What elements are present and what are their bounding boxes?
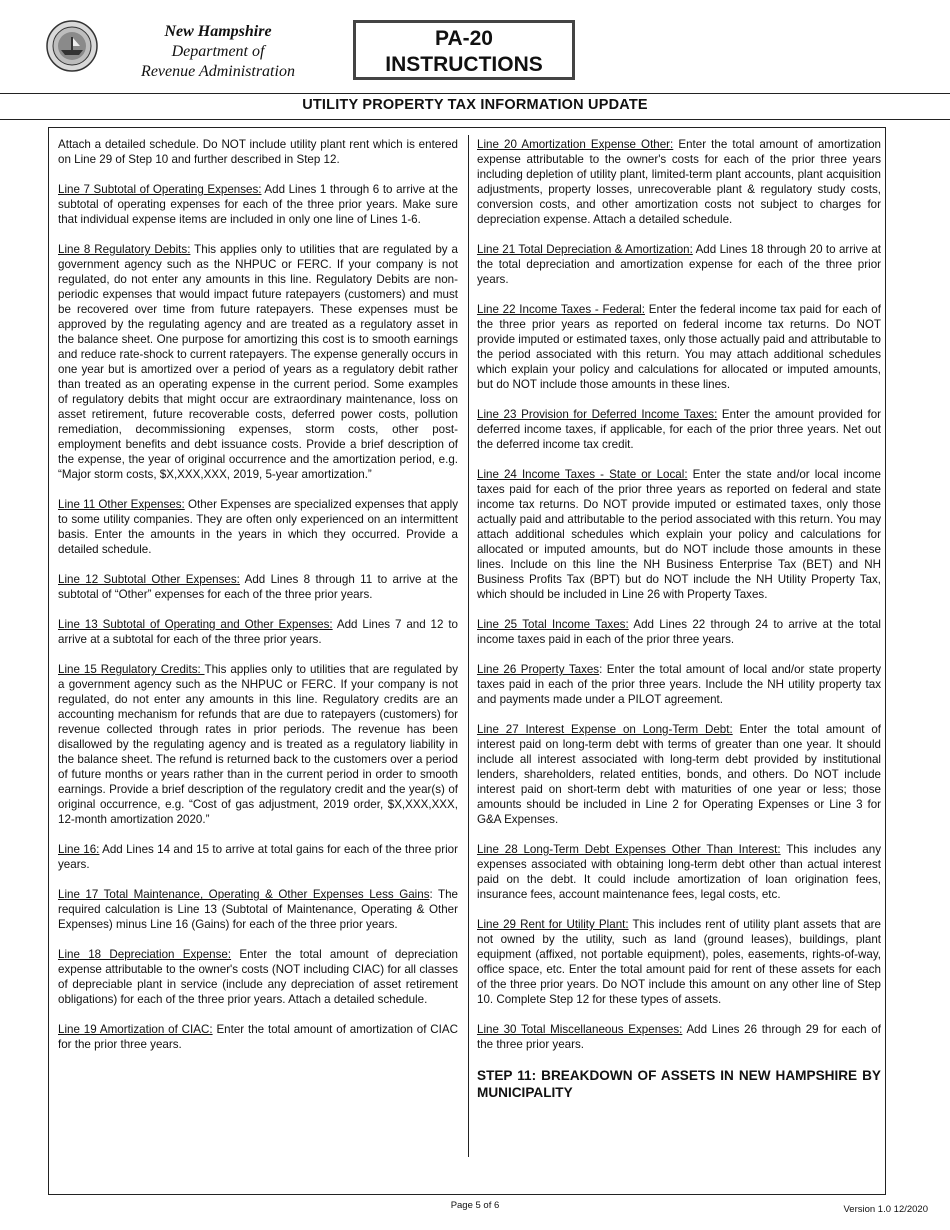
instruction-paragraph — [58, 1022, 458, 1052]
line-text: Add Lines 8 through 11 to arrive at the subtotal of “Other” expenses for each of the three prior years. — [58, 573, 458, 601]
line-heading: Line 21 Total Depreciation & Amortization: — [477, 243, 693, 256]
column-divider — [468, 135, 469, 1157]
state-seal-icon — [46, 20, 98, 72]
instruction-paragraph — [58, 617, 458, 647]
line-text: Add Lines 26 through 29 for each of the three prior years. — [477, 1023, 881, 1051]
line-text: Attach a detailed schedule. Do NOT include utility plant rent which is entered on Line 29 of Step 10 and further described in Step 12. — [58, 138, 458, 166]
instruction-paragraph — [477, 722, 881, 827]
line-text: Add Lines 18 through 20 to arrive at the total depreciation and amortization expense for each of the three prior years. — [477, 243, 881, 286]
instruction-paragraph — [477, 662, 881, 707]
right-column-paragraphs — [477, 137, 881, 1052]
instruction-paragraph — [58, 572, 458, 602]
instruction-paragraph — [477, 302, 881, 392]
line-heading: Line 15 Regulatory Credits: — [58, 663, 205, 676]
line-heading: Line 7 Subtotal of Operating Expenses: — [58, 183, 262, 196]
instruction-paragraph — [477, 1022, 881, 1052]
line-text: This includes any expenses associated with obtaining long-term debt other than actual interest paid on the debt. It could include amortization of loan origination fees, insurance fees, account maintenance fees, legal costs, etc. — [477, 843, 882, 901]
line-text: Enter the total amount of amortization expense attributable to the owner's costs for each of the prior three years including depletion of utility plant, limited-term plant accounts, plant acquisition adjustments, property losses, unrecoverable plant & regulatory study costs, conversion costs, and other amortization costs not subject to charges for depreciation expense. Attach a detailed schedule. — [477, 138, 881, 226]
agency-line-2: Department of — [171, 43, 265, 60]
line-heading: Line 18 Depreciation Expense: — [58, 948, 232, 961]
form-type: INSTRUCTIONS — [385, 53, 543, 76]
instruction-paragraph — [477, 242, 881, 287]
line-text: This includes rent of utility plant assets that are not owned by the utility, such as land (ground leases), buildings, plant equipment (affixed, not portable equipment), poles, easements, rights-of-way, office space, etc. Enter the total amount paid for rent of these assets for each of the three prior years. Do NOT include this amount on any other line of Step 10. Complete Step 12 for these types of assets. — [477, 918, 881, 1006]
line-text: Enter the state and/or local income taxes paid for each of the prior three years as reported on federal and state income tax returns. Do NOT provide imputed or estimated taxes, only those actually paid and attributable to the period associated with this return. You may attach additional schedules which explain your policy and calculations for allocated or imputed amounts, but do NOT include those amounts in these lines. Include on this line the NH Business Enterprise Tax (BET) and NH Business Profits Tax (BPT) but do NOT include the NH Utility Property Tax, which should be included in Line 26 with Property Taxes. — [477, 468, 881, 601]
instruction-paragraph — [477, 407, 881, 452]
line-text: Add Lines 22 through 24 to arrive at the total income taxes paid in each of the prior three years. — [477, 618, 881, 646]
instruction-paragraph — [477, 467, 881, 602]
line-text: Add Lines 7 and 12 to arrive at a subtotal for each of the three prior years. — [58, 618, 459, 646]
form-id-box — [353, 20, 575, 80]
instruction-paragraph — [477, 617, 881, 647]
line-heading: Line 17 Total Maintenance, Operating & Other Expenses Less Gains — [58, 888, 430, 901]
instruction-paragraph — [477, 842, 881, 902]
line-heading: Line 28 Long-Term Debt Expenses Other Than Interest: — [477, 843, 781, 856]
agency-name — [118, 22, 318, 82]
line-heading: Line 20 Amortization Expense Other: — [477, 138, 674, 151]
line-heading: Line 13 Subtotal of Operating and Other Expenses: — [58, 618, 333, 631]
line-text: : The required calculation is Line 13 (Subtotal of Maintenance, Operating & Other Expenses) minus Line 16 (Gains) for each of the three prior years. — [58, 888, 459, 931]
page-title: UTILITY PROPERTY TAX INFORMATION UPDATE — [302, 97, 648, 113]
line-heading: Line 8 Regulatory Debits: — [58, 243, 191, 256]
agency-line-1: New Hampshire — [164, 23, 272, 40]
line-heading: Line 29 Rent for Utility Plant: — [477, 918, 629, 931]
header-divider-top — [0, 93, 950, 94]
line-text: Enter the total amount of interest paid on long-term debt with terms of greater than one year. It should include all interest associated with long-term debt provided by institutional lenders, shareholders, related entities, bonds, and others. Do NOT include interest paid on short-term debt with maturities of one year or less; those amounts should be included in Line 2 for Operating Expenses or Line 3 for G&A Expenses. — [477, 723, 882, 826]
instruction-paragraph — [58, 242, 458, 482]
instruction-paragraph — [477, 917, 881, 1007]
form-id: PA-20 — [435, 27, 493, 50]
line-text: This applies only to utilities that are regulated by a government agency such as the NHPUC or FERC. If your company is not regulated, do not enter any amounts in this line. Regulatory Debits are non-periodic expenses that would impact future ratepayers (customers) and must be recovered over time from future ratepayers. These expenses must be approved by the regulating agency and are treated as a regulatory asset in the balance sheet. One purpose for amortizing this cost is to smooth earnings and reduce rate-shock to current ratepayers. The expense generally occurs in one year but is amortized over a period of years as a regulatory debit rather than treated as an operating expense in the current period. Some examples of regulatory debits that might occur are extraordinary maintenance, loss on asset retirement, future recoverable costs, deferred power costs, pollution remediation, decommissioning expenses, storm costs, other post-employment benefits and debt issuance costs. Provide a brief description of the expense, the year of original occurrence and the amortization period, e.g. “Major storm costs, $X,XXX,XXX, 2019, 5-year amortization.” — [58, 243, 459, 481]
line-text: Add Lines 1 through 6 to arrive at the subtotal of operating expenses for each of the three prior years. Make sure that individual expense items are included in only one line of Lines 1-6. — [58, 183, 458, 226]
line-heading: Line 23 Provision for Deferred Income Taxes: — [477, 408, 718, 421]
left-column — [58, 137, 458, 1067]
instruction-paragraph — [58, 137, 458, 167]
header-divider-bottom — [0, 119, 950, 120]
line-text: Enter the total amount of depreciation expense attributable to the owner's costs (NOT including CIAC) for all classes of depreciable plant in service (include any depreciation of asset retirement obligations) for each of the three prior years. Attach a detailed schedule. — [58, 948, 458, 1006]
line-heading: Line 16: — [58, 843, 100, 856]
line-heading: Line 11 Other Expenses: — [58, 498, 185, 511]
line-text: Enter the federal income tax paid for each of the three prior years as reported on federal income tax returns. Do NOT provide imputed or estimated taxes, only those actually paid and attributable to the period associated with this return. You may attach additional schedules which explain your policy and calculations for allocated or imputed amounts, but do NOT include those amounts in these lines. — [477, 303, 881, 391]
line-text: : Enter the total amount of local and/or state property taxes paid in each of the prior three years. Include the NH utility property tax and payments made under a PILOT agreement. — [477, 663, 881, 706]
step-11-heading: STEP 11: BREAKDOWN OF ASSETS IN NEW HAMPSHIRE BY MUNICIPALITY — [477, 1068, 881, 1100]
version-label: Version 1.0 12/2020 — [843, 1204, 928, 1215]
line-text: Enter the total amount of amortization of CIAC for the prior three years. — [58, 1023, 458, 1051]
line-heading: Line 19 Amortization of CIAC: — [58, 1023, 213, 1036]
line-text: This applies only to utilities that are regulated by a government agency such as the NHPUC or FERC. If your company is not regulated, do not enter any amounts in this line. Regulatory credits are an accounting mechanism for refunds that are due to ratepayers (customers) for revenue collected through rates in prior periods. The revenue has been disallowed by the regulating agency and is treated as a regulatory liability in the balance sheet. The refund is returned back to the customers over a period of future months or years rather than in the current period in order to smooth earnings. Provide a brief description of the regulatory credit and the year(s) of original occurrence, e.g. “Cost of gas adjustment, 2019 order, $X,XXX,XXX, 12-month amortization 2020.” — [58, 663, 458, 826]
instruction-paragraph — [58, 947, 458, 1007]
line-heading: Line 22 Income Taxes - Federal: — [477, 303, 645, 316]
page-number: Page 5 of 6 — [450, 1200, 500, 1211]
line-text: Add Lines 14 and 15 to arrive at total gains for each of the three prior years. — [58, 843, 458, 871]
instruction-paragraph — [58, 887, 458, 932]
instruction-paragraph — [58, 842, 458, 872]
line-heading: Line 24 Income Taxes - State or Local: — [477, 468, 688, 481]
line-text: Enter the amount provided for deferred income taxes, if applicable, for each of the prior three years. Net out the deferred income tax credit. — [477, 408, 881, 451]
instruction-paragraph — [58, 182, 458, 227]
instruction-paragraph — [477, 137, 881, 227]
line-heading: Line 25 Total Income Taxes: — [477, 618, 629, 631]
instruction-paragraph — [58, 497, 458, 557]
agency-line-3: Revenue Administration — [141, 63, 295, 80]
line-text: Other Expenses are specialized expenses that apply to some utility companies. They are often only experienced on an intermittent basis. Enter the amounts in the years in which they occurred. Provide a detailed schedule. — [58, 498, 459, 556]
right-column — [477, 137, 881, 1101]
line-heading: Line 12 Subtotal Other Expenses: — [58, 573, 240, 586]
instruction-paragraph — [58, 662, 458, 827]
line-heading: Line 30 Total Miscellaneous Expenses: — [477, 1023, 683, 1036]
line-heading: Line 26 Property Taxes — [477, 663, 600, 676]
line-heading: Line 27 Interest Expense on Long-Term Debt: — [477, 723, 733, 736]
